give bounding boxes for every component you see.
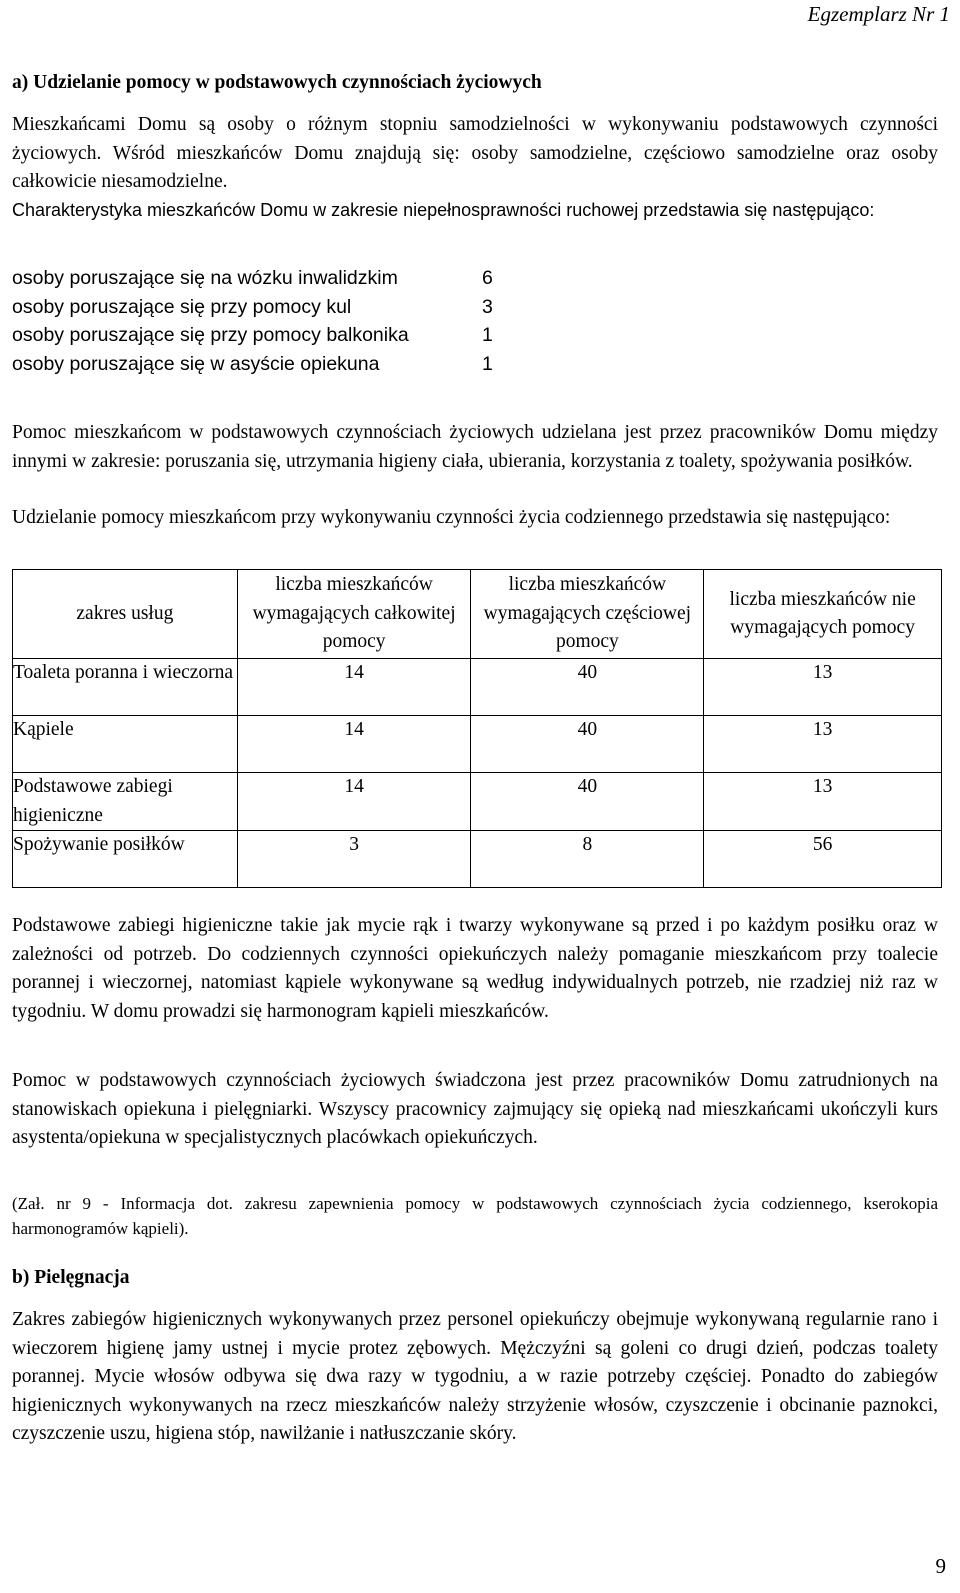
mobility-list	[12, 264, 493, 378]
table-cell-none: 13	[704, 773, 942, 831]
table-cell-full: 14	[237, 716, 471, 773]
section-b-heading: b) Pielęgnacja	[12, 1267, 130, 1288]
table-cell-none: 13	[704, 716, 942, 773]
mobility-value: 1	[482, 324, 493, 346]
hygiene-paragraph: Podstawowe zabiegi higieniczne takie jak mycie rąk i twarzy wykonywane są przed i po każdym posiłku oraz w zależności od potrzeb. Do codziennych czynności opiekuńczych należy pomaganie mieszkańcom przy toalecie porannej i wieczornej, natomiast kąpiele wykonywane są według indywidualnych potrzeb, nie rzadziej niż raz w tygodniu. W domu prowadzi się harmonogram kąpieli mieszkańców.	[12, 915, 938, 1022]
table-row	[13, 773, 942, 831]
intro-paragraph: Mieszkańcami Domu są osoby o różnym stopniu samodzielności w wykonywaniu podstawowych czynności życiowych. Wśród mieszkańców Domu znajdują się: osoby samodzielne, częściowo samodzielne oraz osoby całkowicie niesamodzielne.	[12, 114, 938, 192]
table-cell-full: 14	[237, 773, 471, 831]
table-cell-service: Spożywanie posiłków	[13, 831, 238, 888]
services-table	[12, 569, 942, 888]
table-cell-partial: 40	[471, 716, 704, 773]
table-header-row	[13, 570, 942, 659]
help-paragraph: Pomoc mieszkańcom w podstawowych czynnościach życiowych udzielana jest przez pracowników Domu między innymi w zakresie: poruszania się, utrzymania higieny ciała, ubierania, korzystania z toalety, spożywania posiłków.	[12, 422, 938, 472]
mobility-label: osoby poruszające się przy pomocy kul	[12, 295, 352, 318]
table-cell-partial: 40	[471, 659, 704, 716]
mobility-row	[12, 321, 493, 350]
attachment-note: (Zał. nr 9 - Informacja dot. zakresu zapewnienia pomocy w podstawowych czynnościach życia codziennego, kserokopia harmonogramów kąpieli).	[12, 1194, 938, 1238]
care-paragraph: Zakres zabiegów higienicznych wykonywanych przez personel opiekuńczy obejmuje wykonywaną regularnie rano i wieczorem higienę jamy ustnej i mycie protez zębowych. Mężczyźni są goleni co drugi dzień, podczas toalety porannej. Mycie włosów odbywa się dwa razy w tygodniu, a w razie potrzeby częściej. Ponadto do zabiegów higienicznych wykonywanych na rzecz mieszkańców należy strzyżenie włosów, czyszczenie i obcinanie paznokci, czyszczenie uszu, higiena stóp, nawilżanie i natłuszczanie skóry.	[12, 1309, 938, 1444]
mobility-row	[12, 293, 493, 322]
page-number: 9	[935, 1554, 946, 1578]
table-cell-full: 14	[237, 659, 471, 716]
mobility-label: osoby poruszające się przy pomocy balkonika	[12, 324, 409, 346]
staff-paragraph: Pomoc w podstawowych czynnościach życiowych świadczona jest przez pracowników Domu zatrudnionych na stanowiskach opiekuna i pielęgniarki. Wszyscy pracownicy zajmujący się opieką nad mieszkańcami ukończyli kurs asystenta/opiekuna w specjalistycznych placówkach opiekuńczych.	[12, 1070, 938, 1148]
table-cell-none: 56	[704, 831, 942, 888]
table-cell-service: Podstawowe zabiegi higieniczne	[13, 773, 238, 831]
table-row	[13, 659, 942, 716]
table-cell-service: Toaleta poranna i wieczorna	[13, 659, 238, 716]
section-a-heading: a) Udzielanie pomocy w podstawowych czynnościach życiowych	[12, 72, 542, 93]
table-cell-none: 13	[704, 659, 942, 716]
table-cell-full: 3	[237, 831, 471, 888]
table-cell-partial: 40	[471, 773, 704, 831]
mobility-value: 6	[482, 267, 493, 289]
mobility-value: 3	[482, 295, 493, 318]
table-header-cell: zakres usług	[13, 570, 238, 659]
table-header-cell: liczba mieszkańców wymagających częściowej pomocy	[471, 570, 704, 659]
mobility-value: 1	[482, 352, 493, 375]
document-header: Egzemplarz Nr 1	[807, 2, 950, 26]
table-cell-service: Kąpiele	[13, 716, 238, 773]
mobility-label: osoby poruszające się w asyście opiekuna	[12, 352, 380, 375]
table-header-cell: liczba mieszkańców wymagających całkowitej pomocy	[237, 570, 471, 659]
table-row	[13, 716, 942, 773]
mobility-label: osoby poruszające się na wózku inwalidzkim	[12, 267, 398, 289]
characteristics-paragraph: Charakterystyka mieszkańców Domu w zakresie niepełnosprawności ruchowej przedstawia się następująco:	[12, 200, 875, 220]
table-row	[13, 831, 942, 888]
table-intro-paragraph: Udzielanie pomocy mieszkańcom przy wykonywaniu czynności życia codziennego przedstawia się następująco:	[12, 507, 891, 528]
table-cell-partial: 8	[471, 831, 704, 888]
mobility-row	[12, 350, 493, 379]
mobility-row	[12, 264, 493, 293]
table-header-cell: liczba mieszkańców nie wymagających pomocy	[704, 570, 942, 659]
